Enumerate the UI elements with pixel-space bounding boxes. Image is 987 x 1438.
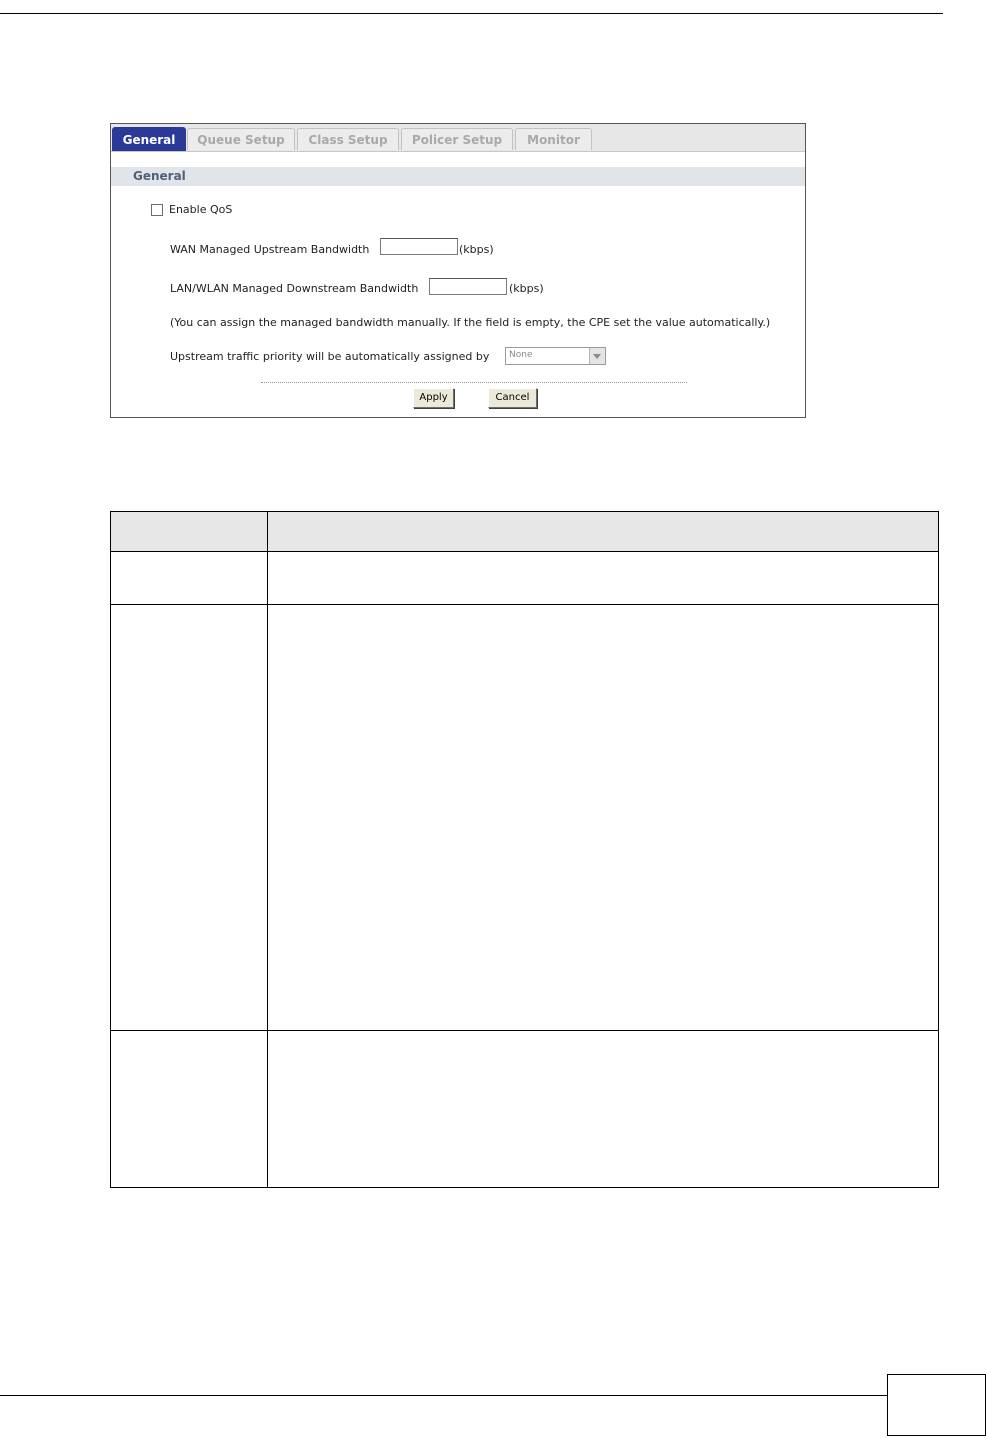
- tab-class-setup[interactable]: Class Setup: [297, 128, 399, 150]
- wan-bandwidth-label: WAN Managed Upstream Bandwidth: [170, 243, 370, 256]
- tab-bar: [111, 124, 805, 152]
- section-title: General: [133, 169, 186, 183]
- wan-bandwidth-unit: (kbps): [459, 243, 494, 256]
- enable-qos-label: Enable QoS: [169, 203, 233, 216]
- cancel-button[interactable]: Cancel: [488, 388, 537, 408]
- tab-queue-setup[interactable]: Queue Setup: [187, 128, 295, 150]
- qos-general-screen: [110, 123, 806, 418]
- table-row-divider: [111, 604, 938, 605]
- priority-select-value: None: [509, 350, 533, 360]
- page-footer-rule: [0, 1395, 888, 1396]
- chevron-down-icon[interactable]: [589, 348, 605, 364]
- page-number-box: [887, 1374, 986, 1436]
- table-header-row: [111, 512, 938, 552]
- table-column-divider: [267, 512, 268, 1187]
- apply-button[interactable]: Apply: [413, 388, 454, 408]
- tab-general[interactable]: General: [112, 127, 186, 151]
- lan-bandwidth-unit: (kbps): [509, 282, 544, 295]
- priority-select[interactable]: [505, 347, 606, 365]
- tab-monitor[interactable]: Monitor: [515, 128, 592, 150]
- priority-label: Upstream traffic priority will be automatically assigned by: [170, 350, 490, 363]
- lan-bandwidth-label: LAN/WLAN Managed Downstream Bandwidth: [170, 282, 419, 295]
- bandwidth-note: (You can assign the managed bandwidth manually. If the field is empty, the CPE set the value automatically.): [170, 316, 771, 329]
- wan-bandwidth-input[interactable]: [380, 238, 458, 255]
- table-row-divider: [111, 1030, 938, 1031]
- enable-qos-checkbox[interactable]: [151, 204, 163, 216]
- lan-bandwidth-input[interactable]: [429, 278, 507, 295]
- tab-policer-setup[interactable]: Policer Setup: [401, 128, 513, 150]
- dotted-divider: [261, 382, 687, 383]
- page-header-rule: [0, 13, 943, 14]
- field-description-table: [110, 511, 939, 1188]
- section-header: [111, 167, 805, 186]
